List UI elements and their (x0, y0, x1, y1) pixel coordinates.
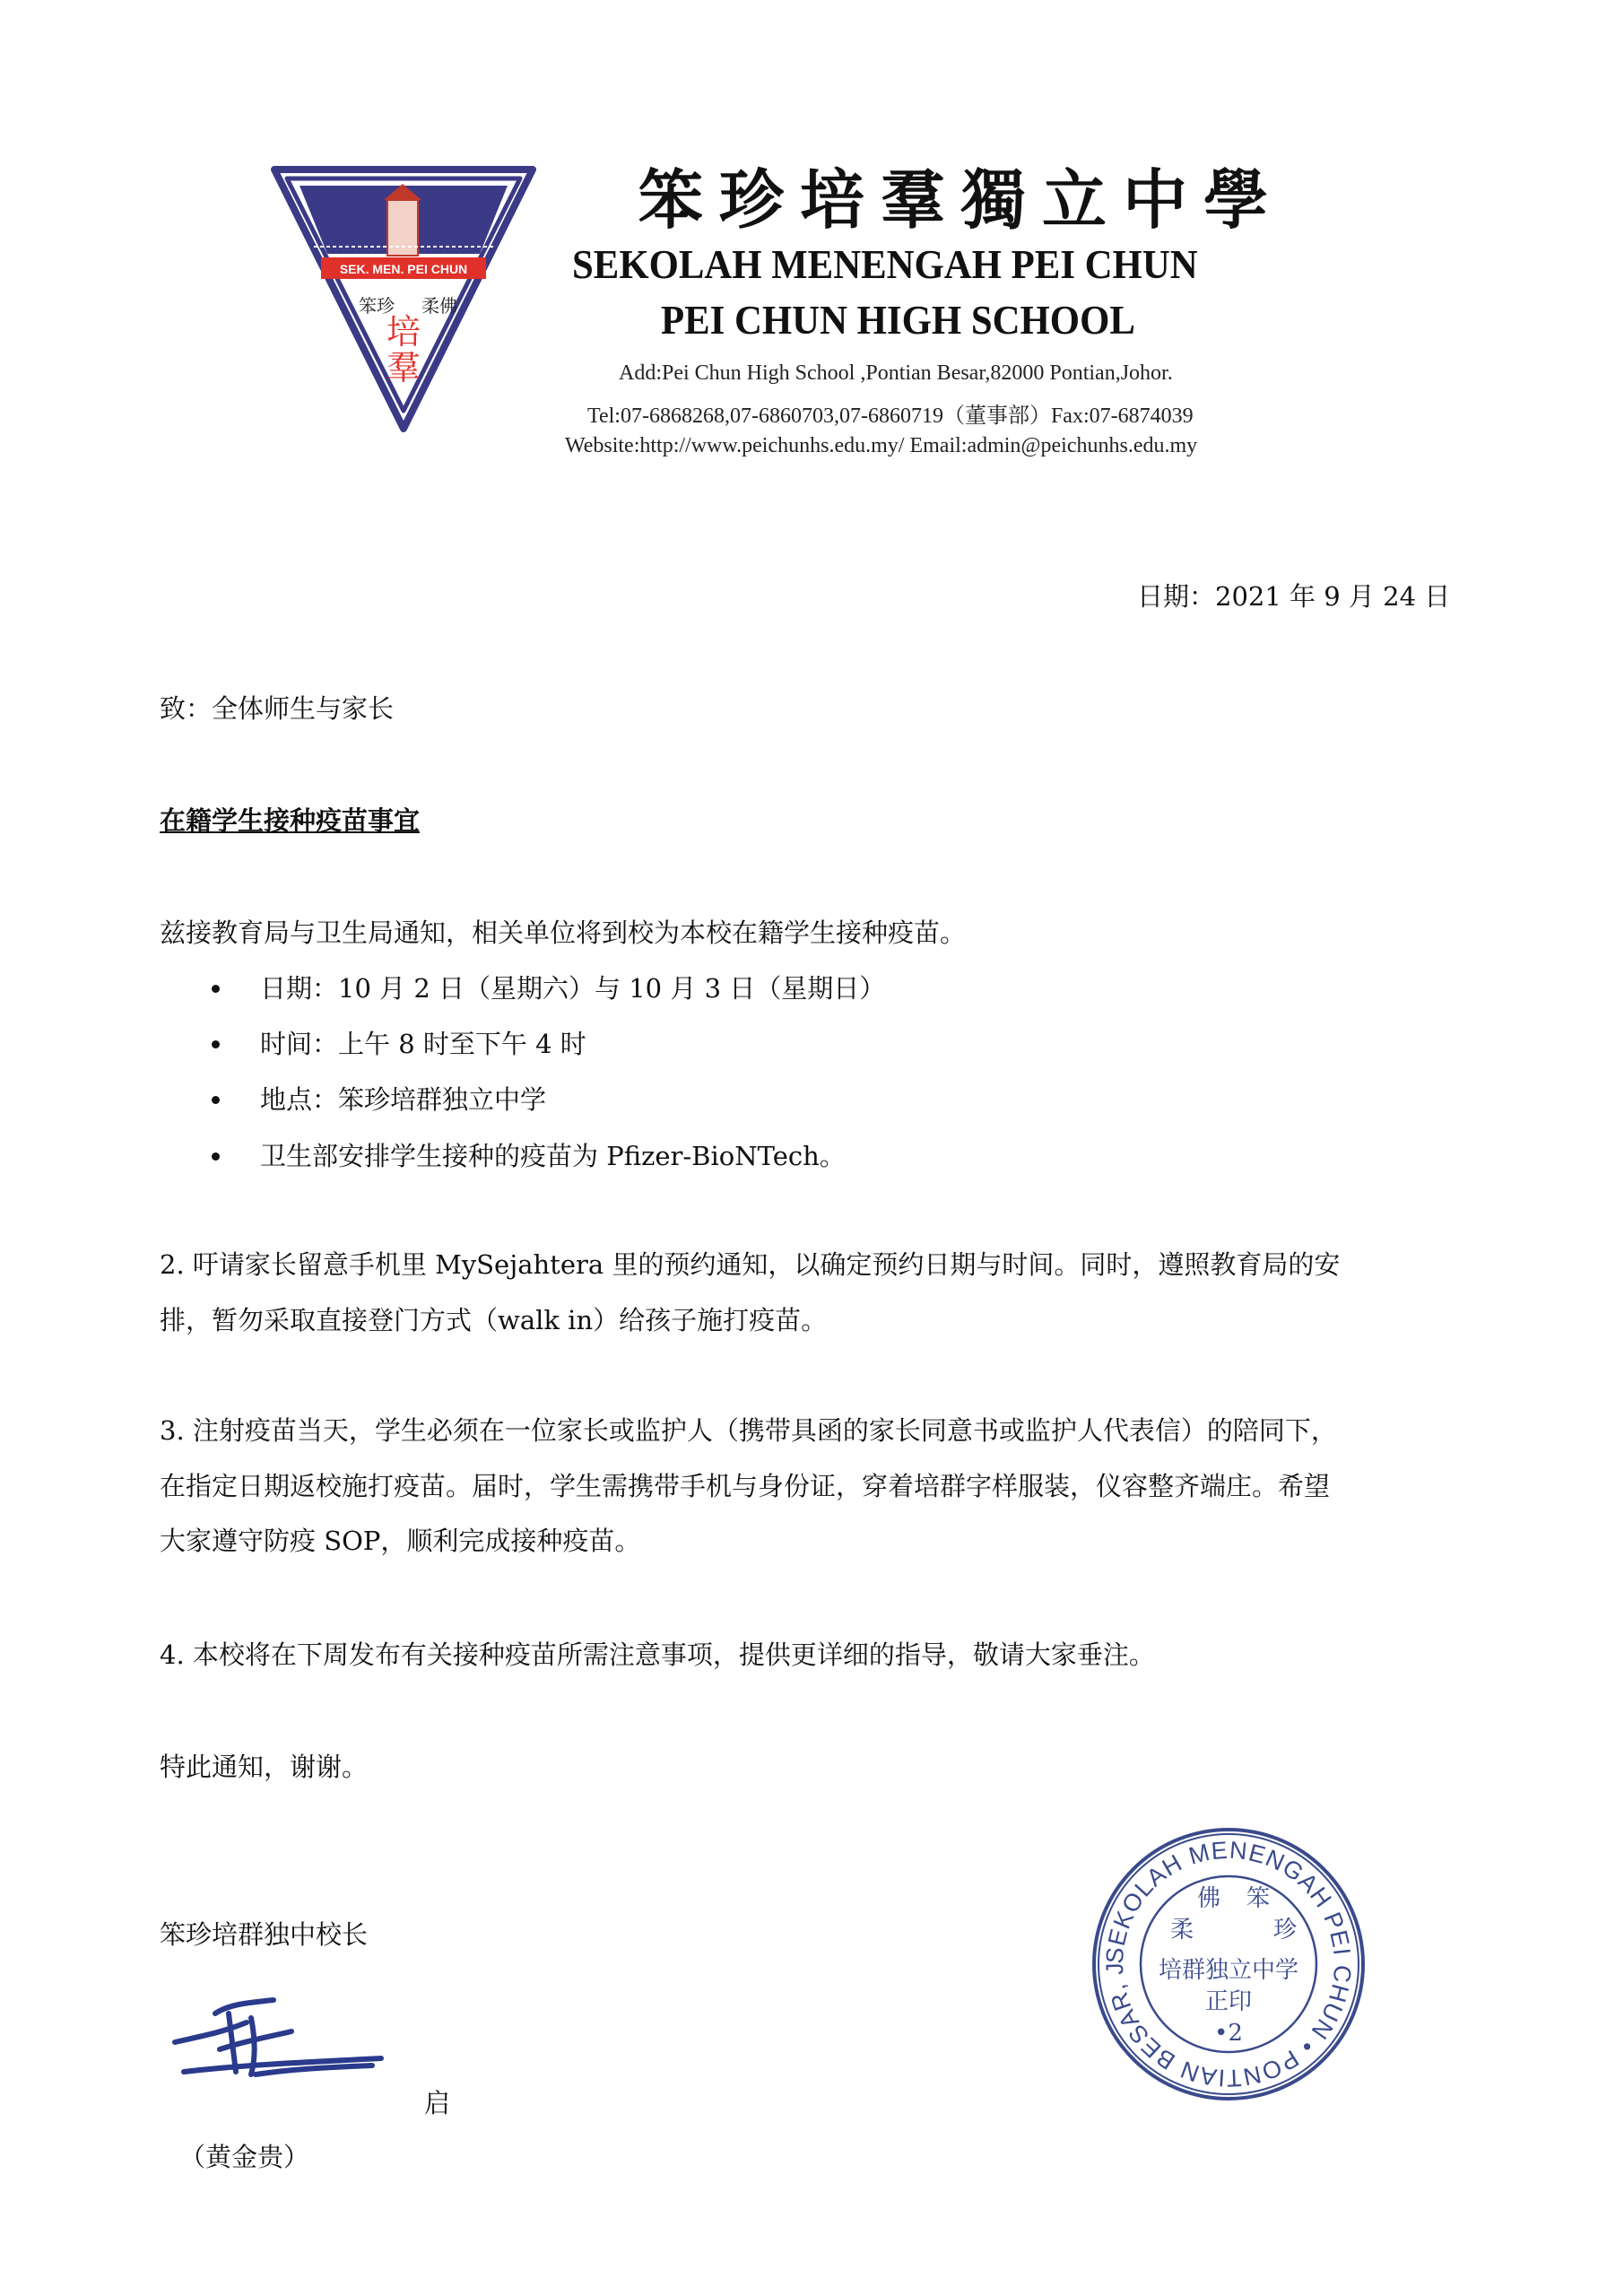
signer-title: 笨珍培群独中校长 (160, 1919, 369, 1950)
school-address: Add:Pei Chun High School ,Pontian Besar,82000 Pontian,Johor. (619, 361, 1173, 385)
closing: 特此通知，谢谢。 (160, 1752, 369, 1782)
paragraph-3-line-2: 在指定日期返校施打疫苗。届时，学生需携带手机与身份证，穿着培群字样服装，仪容整齐端庄。希望 (160, 1471, 1331, 1501)
paragraph-2-line-1: 2. 吁请家长留意手机里 MySejahtera 里的预约通知，以确定预约日期与时间。同时，遵照教育局的安 (160, 1249, 1341, 1280)
sign-off: 启 (424, 2088, 451, 2118)
svg-text:珍: 珍 (1273, 1917, 1298, 1944)
svg-text:培: 培 (386, 312, 421, 352)
svg-text:SEKOLAH MENENGAH PEI CHUN • PO: SEKOLAH MENENGAH PEI CHUN • PONTIAN BESAR, J (1100, 1836, 1357, 2092)
paragraph-3-line-3: 大家遵守防疫 SOP，顺利完成接种疫苗。 (160, 1526, 641, 1556)
school-logo (269, 164, 538, 433)
svg-text:柔: 柔 (1170, 1917, 1194, 1944)
logo-banner-text: SEK. MEN. PEI CHUN (339, 262, 468, 276)
svg-text:正印: 正印 (1204, 1988, 1253, 2015)
school-name-english: PEI CHUN HIGH SCHOOL (661, 297, 1135, 343)
school-stamp (1085, 1821, 1372, 2108)
school-name-chinese: 笨珍培羣獨立中學 (638, 161, 1285, 238)
list-item: 日期：10 月 2 日（星期六）与 10 月 3 日（星期日） (260, 973, 886, 1004)
svg-text:柔佛: 柔佛 (421, 295, 457, 317)
school-name-malay: SEKOLAH MENENGAH PEI CHUN (572, 241, 1198, 287)
svg-text:佛: 佛 (1197, 1885, 1221, 1912)
svg-text:培群独立中学: 培群独立中学 (1158, 1957, 1299, 1984)
list-item: 地点：笨珍培群独立中学 (260, 1084, 547, 1115)
paragraph-3-line-1: 3. 注射疫苗当天，学生必须在一位家长或监护人（携带具函的家长同意书或监护人代表信）的陪同下， (160, 1415, 1337, 1446)
recipient: 致：全体师生与家长 (160, 693, 395, 724)
signer-name: （黄金贵） (179, 2142, 310, 2172)
paragraph-2-line-2: 排，暂勿采取直接登门方式（walk in）给孩子施打疫苗。 (160, 1305, 828, 1335)
school-phone-fax: Tel:07-6868268,07-6860703,07-6860719（董事部）Fax:07-6874039 (587, 404, 1194, 428)
svg-text:•2: •2 (1214, 2020, 1243, 2047)
school-website-email: Website:http://www.peichunhs.edu.my/ Email:admin@peichunhs.edu.my (565, 434, 1198, 457)
list-item: 时间：上午 8 时至下午 4 时 (260, 1029, 586, 1059)
list-item: 卫生部安排学生接种的疫苗为 Pfizer-BioNTech。 (260, 1141, 846, 1171)
letter-date: 日期：2021 年 9 月 24 日 (1137, 581, 1451, 612)
svg-text:笨珍: 笨珍 (359, 295, 395, 317)
paragraph-4: 4. 本校将在下周发布有关接种疫苗所需注意事项，提供更详细的指导，敬请大家垂注。 (160, 1639, 1155, 1670)
svg-text:笨: 笨 (1246, 1885, 1271, 1912)
signature (166, 1987, 390, 2094)
letter-subject: 在籍学生接种疫苗事宜 (160, 805, 421, 836)
intro-paragraph: 兹接教育局与卫生局通知，相关单位将到校为本校在籍学生接种疫苗。 (160, 918, 967, 948)
svg-text:羣: 羣 (386, 348, 421, 387)
